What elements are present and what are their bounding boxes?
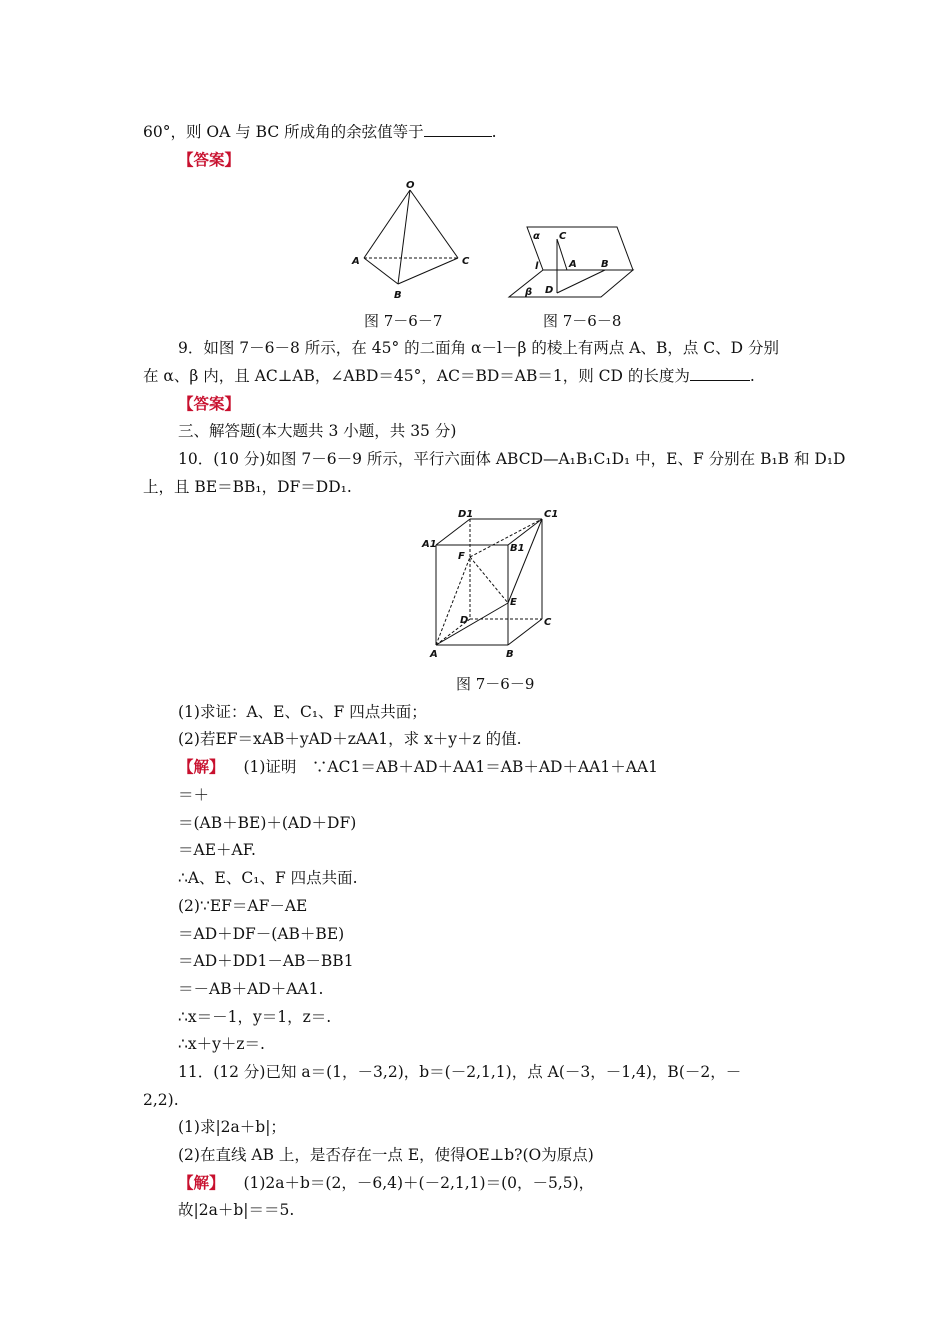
- question-10-part1: (1)求证：A、E、C₁、F 四点共面；: [178, 703, 427, 721]
- question-9-line2: [143, 366, 755, 386]
- sol11-text: (1)2a＋b＝(2，－6,4)＋(－2,1,1)＝(0，－5,5)，: [243, 1174, 595, 1192]
- section-heading-3: 三、解答题(本大题共 3 小题，共 35 分): [178, 422, 457, 440]
- answer-label-2: 【答案】: [178, 394, 241, 413]
- label-alpha: α: [533, 231, 540, 242]
- question-11-line2: 2,2).: [143, 1091, 179, 1109]
- question-8-tail: [143, 122, 497, 142]
- label-C: C: [559, 231, 567, 242]
- solution-10-line8: ＝AD＋DD1－AB－BB1: [178, 952, 354, 970]
- solution-11-line2: 故|2a＋b|＝＝5.: [178, 1201, 295, 1219]
- caption-7-6-9: 图 7－6－9: [456, 675, 535, 693]
- figure-dihedral-angle: [505, 225, 645, 305]
- solution-10-line1: [178, 757, 658, 777]
- label-A: A: [569, 259, 577, 270]
- period: .: [491, 123, 497, 141]
- label-A1: A1: [422, 539, 437, 550]
- answer-blank: [690, 366, 750, 381]
- question-10-part2: (2)若EF＝xAB＋yAD＋zAA1，求 x＋y＋z 的值.: [178, 730, 522, 748]
- period: .: [749, 367, 755, 385]
- solution-10-line7: ＝AD＋DF－(AB＋BE): [178, 925, 345, 943]
- label-D1: D1: [458, 509, 474, 520]
- label-B1: B1: [510, 543, 525, 554]
- solution-10-line4: ＝AE＋AF.: [178, 841, 256, 859]
- label-C: C: [462, 256, 470, 267]
- label-B: B: [394, 290, 402, 301]
- label-beta: β: [525, 287, 533, 298]
- question-11-line1: 11．(12 分)已知 a＝(1，－3,2)，b＝(－2,1,1)，点 A(－3，－1,4)，B(－2，－: [178, 1063, 742, 1081]
- label-B: B: [601, 259, 609, 270]
- solution-10-line10: ∴x＝－1，y＝1，z＝.: [178, 1008, 332, 1026]
- answer-blank: [424, 122, 492, 137]
- solution-10-line6: (2)∵EF＝AF－AE: [178, 897, 308, 915]
- solution-label: 【解】: [178, 1173, 225, 1192]
- label-A: A: [430, 649, 438, 660]
- solution-label: 【解】: [178, 757, 225, 776]
- question-10-line1: 10．(10 分)如图 7－6－9 所示，平行六面体 ABCD—A₁B₁C₁D₁ 中，E、F 分别在 B₁B 和 D₁D: [178, 450, 846, 468]
- q8-text: 60°，则 OA 与 BC 所成角的余弦值等于: [143, 123, 424, 141]
- question-10-line2: 上，且 BE＝BB₁，DF＝DD₁.: [143, 478, 352, 496]
- label-E: E: [510, 597, 517, 608]
- figure-tetrahedron: [350, 178, 480, 303]
- figure-parallelepiped: [420, 505, 560, 665]
- label-A: A: [352, 256, 360, 267]
- solution-11-line1: [178, 1173, 594, 1193]
- answer-label-1: 【答案】: [178, 150, 241, 169]
- solution-10-line11: ∴x＋y＋z＝.: [178, 1035, 265, 1053]
- sol1-text: (1)证明 ∵AC1＝AB＋AD＋AA1＝AB＋AD＋AA1＋AA1: [243, 758, 658, 776]
- question-11-part2: (2)在直线 AB 上，是否存在一点 E，使得OE⊥b?(O为原点): [178, 1146, 594, 1164]
- label-D: D: [460, 615, 469, 626]
- caption-7-6-7: 图 7－6－7: [364, 312, 443, 330]
- solution-10-line2: ＝＋: [178, 786, 210, 804]
- solution-10-line9: ＝－AB＋AD＋AA1.: [178, 980, 324, 998]
- question-11-part1: (1)求|2a＋b|；: [178, 1118, 286, 1136]
- solution-10-line5: ∴A、E、C₁、F 四点共面.: [178, 869, 358, 887]
- label-B: B: [506, 649, 514, 660]
- label-C: C: [544, 617, 552, 628]
- label-F: F: [458, 551, 465, 562]
- label-C1: C1: [544, 509, 559, 520]
- q9-text: 在 α、β 内，且 AC⊥AB，∠ABD＝45°，AC＝BD＝AB＝1，则 CD 的长度为: [143, 367, 690, 385]
- question-9-line1: 9．如图 7－6－8 所示，在 45° 的二面角 α－l－β 的棱上有两点 A、B，点 C、D 分别: [178, 339, 780, 357]
- label-l: l: [535, 261, 539, 272]
- solution-10-line3: ＝(AB＋BE)＋(AD＋DF): [178, 814, 357, 832]
- caption-7-6-8: 图 7－6－8: [543, 312, 622, 330]
- label-D: D: [545, 285, 554, 296]
- label-O: O: [406, 180, 415, 191]
